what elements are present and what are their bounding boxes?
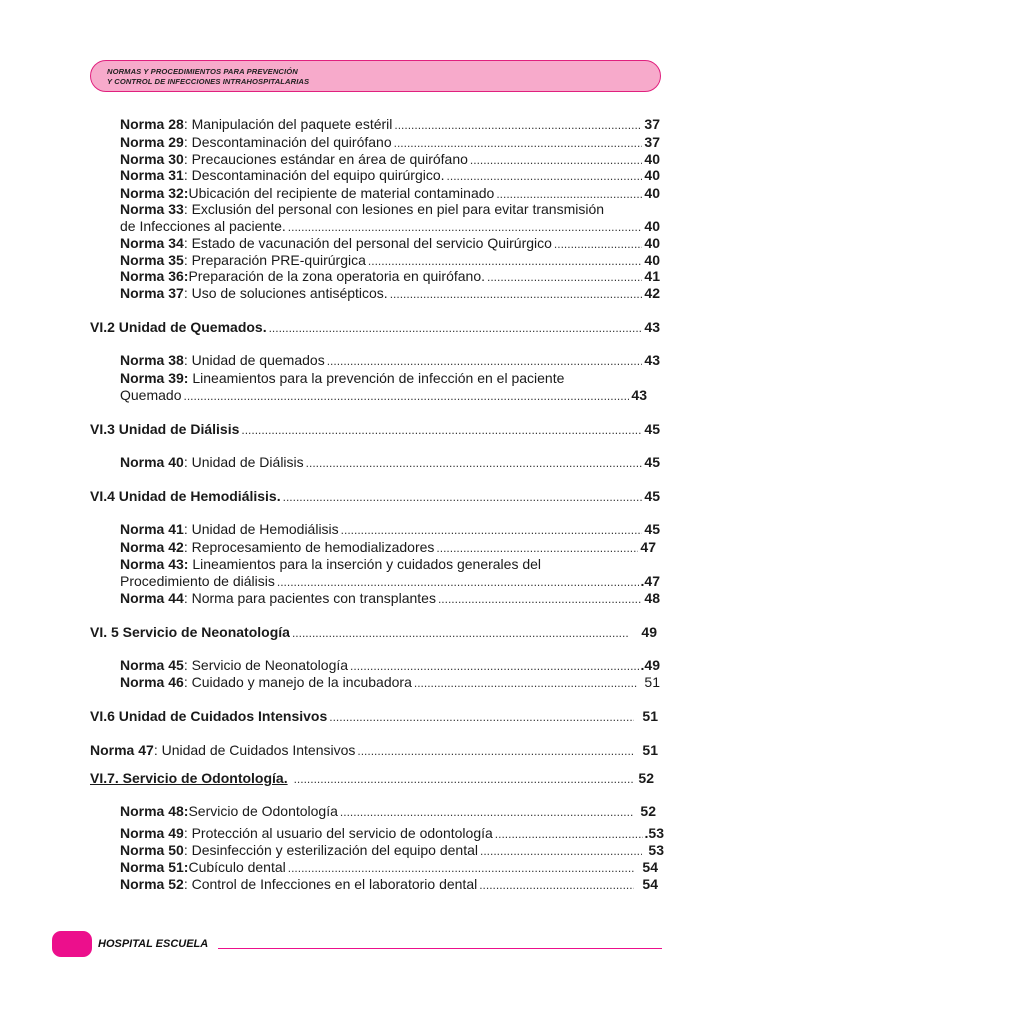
toc-entry-norma-41: Norma 41 : Unidad de Hemodiálisis ..... 45 xyxy=(120,521,660,538)
dot-leader xyxy=(283,489,643,505)
dot-leader xyxy=(479,877,634,893)
toc-entry-norma-36: Norma 36: Preparación de la zona operatoria en quirófano. ..... 41 xyxy=(120,268,660,285)
dot-leader xyxy=(306,455,643,471)
dot-leader xyxy=(288,860,635,876)
dot-leader xyxy=(470,152,643,168)
toc-entry-norma-40: Norma 40 : Unidad de Diálisis ..... 45 xyxy=(120,454,660,471)
header-title-line2: Y CONTROL DE INFECCIONES INTRAHOSPITALARIAS xyxy=(107,77,310,86)
dot-leader xyxy=(350,658,639,674)
toc-entry-norma-30: Norma 30 : Precauciones estándar en área de quirófano ..... 40 xyxy=(120,151,660,168)
dot-leader xyxy=(327,353,643,369)
dot-leader xyxy=(394,117,642,133)
toc-entry-norma-50: Norma 50 : Desinfección y esterilización del equipo dental ..... 53 xyxy=(120,842,664,859)
toc-entry-norma-39-line2: Quemado ..... 43 xyxy=(120,387,647,404)
dot-leader xyxy=(368,253,643,269)
dot-leader xyxy=(436,540,638,556)
dot-leader xyxy=(341,522,643,538)
toc-entry-norma-32: Norma 32: Ubicación del recipiente de material contaminado ..... 40 xyxy=(120,185,660,202)
toc-entry-norma-33-line2: de Infecciones al paciente. ..... 40 xyxy=(120,218,660,235)
toc-entry-norma-31: Norma 31 : Descontaminación del equipo quirúrgico. ..... 40 xyxy=(120,167,660,184)
toc-entry-norma-44: Norma 44 : Norma para pacientes con transplantes ..... 48 xyxy=(120,590,660,607)
dot-leader xyxy=(340,804,635,820)
dot-leader xyxy=(394,135,643,151)
toc-entry-norma-38: Norma 38 : Unidad de quemados ..... 43 xyxy=(120,352,660,369)
footer-divider xyxy=(218,948,662,949)
toc-section-vi2: VI.2 Unidad de Quemados. ..... 43 xyxy=(90,319,660,336)
toc-entry-norma-42: Norma 42 : Reprocesamiento de hemodializadores ..... 47 xyxy=(120,539,656,556)
toc-entry-norma-47: Norma 47 : Unidad de Cuidados Intensivos ..... 51 xyxy=(90,742,658,759)
toc-entry-norma-45: Norma 45 : Servicio de Neonatología ..... .49 xyxy=(120,657,660,674)
footer-hospital-label: HOSPITAL ESCUELA xyxy=(98,938,209,950)
dot-leader xyxy=(288,219,643,235)
dot-leader xyxy=(183,388,629,404)
dot-leader xyxy=(292,625,629,641)
toc-entry-norma-46: Norma 46 : Cuidado y manejo de la incubadora ..... 51 xyxy=(120,674,660,691)
toc-section-vi3: VI.3 Unidad de Diálisis ..... 45 xyxy=(90,421,660,438)
toc-entry-norma-52: Norma 52 : Control de Infecciones en el laboratorio dental ..... 54 xyxy=(120,876,658,893)
dot-leader xyxy=(329,709,634,725)
toc-entry-norma-49: Norma 49 : Protección al usuario del servicio de odontología ..... .53 xyxy=(120,825,664,842)
toc-entry-norma-29: Norma 29 : Descontaminación del quirófano ..... 37 xyxy=(120,134,660,151)
toc-entry-norma-34: Norma 34 : Estado de vacunación del personal del servicio Quirúrgico ..... 40 xyxy=(120,235,660,252)
dot-leader xyxy=(447,168,643,184)
dot-leader xyxy=(495,826,643,842)
toc-section-vi6: VI.6 Unidad de Cuidados Intensivos ..... 51 xyxy=(90,708,658,725)
header-title-line1: NORMAS Y PROCEDIMIENTOS PARA PREVENCIÓN xyxy=(107,67,298,76)
toc-entry-norma-48: Norma 48: Servicio de Odontología ..... 52 xyxy=(120,803,656,820)
dot-leader xyxy=(357,743,634,759)
dot-leader xyxy=(438,591,642,607)
toc-entry-norma-33-line1: Norma 33: Exclusión del personal con lesiones en piel para evitar transmisión xyxy=(120,201,605,217)
dot-leader xyxy=(294,771,635,787)
toc-entry-norma-39-line1: Norma 39: Lineamientos para la prevención de infección en el paciente xyxy=(120,370,565,386)
toc-section-vi7: VI.7. Servicio de Odontología. ..... 52 xyxy=(90,770,654,787)
toc-entry-norma-37: Norma 37 : Uso de soluciones antisépticos. ..... 42 xyxy=(120,285,660,302)
toc-entry-norma-43-line1: Norma 43: Lineamientos para la inserción y cuidados generales del xyxy=(120,556,542,572)
dot-leader xyxy=(487,269,642,285)
toc-entry-norma-35: Norma 35 : Preparación PRE-quirúrgica ..... 40 xyxy=(120,252,660,269)
dot-leader xyxy=(480,843,642,859)
dot-leader xyxy=(390,286,643,302)
dot-leader xyxy=(241,422,642,438)
dot-leader xyxy=(277,574,639,590)
toc-entry-norma-51: Norma 51: Cubículo dental ..... 54 xyxy=(120,859,658,876)
dot-leader xyxy=(269,320,643,336)
dot-leader xyxy=(554,236,643,252)
toc-section-vi5: VI. 5 Servicio de Neonatología ..... 49 xyxy=(90,624,657,641)
footer-page-tab xyxy=(52,931,92,957)
toc-entry-norma-43-line2: Procedimiento de diálisis ..... .47 xyxy=(120,573,660,590)
toc-section-vi4: VI.4 Unidad de Hemodiálisis. ..... 45 xyxy=(90,488,660,505)
toc-entry-norma-28: Norma 28 : Manipulación del paquete estéril ..... 37 xyxy=(120,116,660,133)
dot-leader xyxy=(414,675,639,691)
document-header xyxy=(90,60,661,92)
dot-leader xyxy=(496,186,642,202)
